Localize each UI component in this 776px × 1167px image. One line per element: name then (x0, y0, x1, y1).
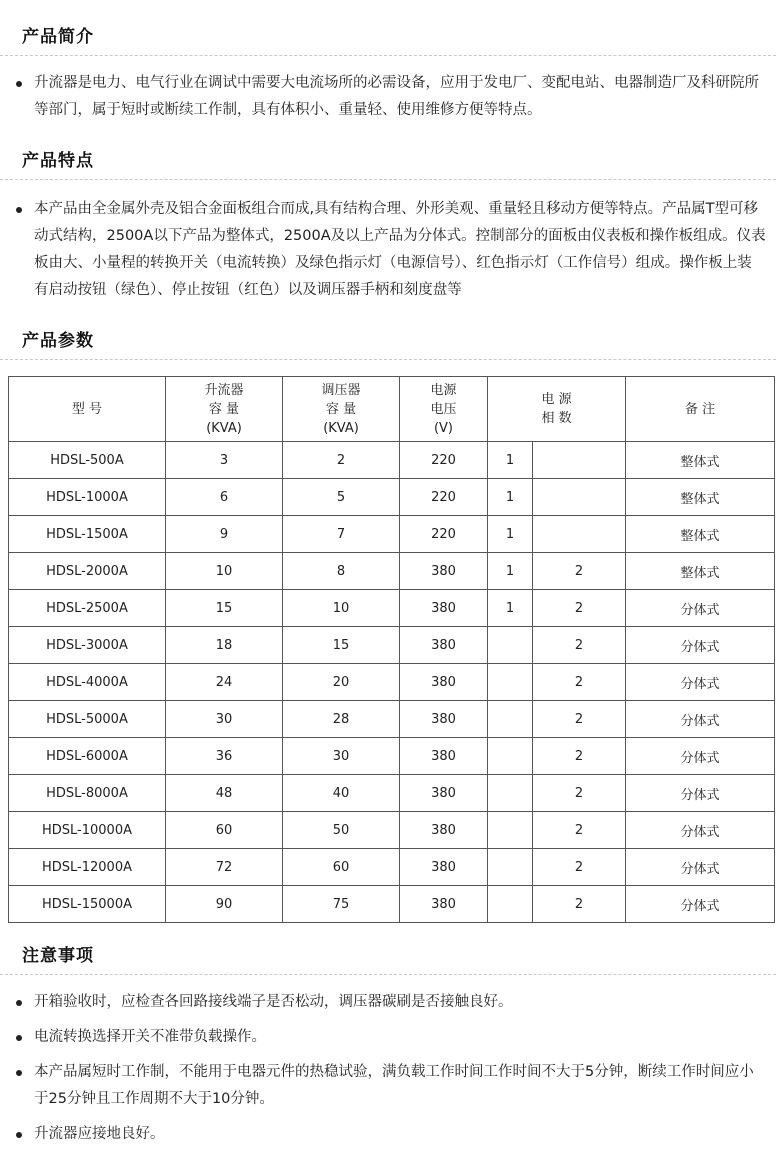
cell-voltage: 380 (400, 590, 488, 627)
cell-note: 分体式 (626, 775, 775, 812)
cell-note: 整体式 (626, 516, 775, 553)
cell-capacity: 60 (166, 812, 283, 849)
cell-capacity: 6 (166, 479, 283, 516)
cell-note: 整体式 (626, 553, 775, 590)
cell-phase-b: 2 (533, 886, 626, 923)
cell-model: HDSL-5000A (9, 701, 166, 738)
cell-note: 分体式 (626, 738, 775, 775)
cell-capacity: 24 (166, 664, 283, 701)
cell-phase-b: 2 (533, 738, 626, 775)
table-row (9, 849, 775, 886)
cell-phase-a (488, 812, 533, 849)
cell-phase-a (488, 849, 533, 886)
intro-list (0, 70, 776, 124)
header-phase: 电 源 相 数 (488, 377, 626, 442)
cell-note: 分体式 (626, 849, 775, 886)
header-current-capacity: 升流器 容 量 (KVA) (166, 377, 283, 442)
notes-title: 注意事项 (22, 946, 94, 966)
notes-header (0, 935, 776, 975)
cell-phase-b: 2 (533, 553, 626, 590)
params-title: 产品参数 (22, 331, 94, 351)
cell-voltage: 380 (400, 812, 488, 849)
params-section (0, 320, 776, 360)
header-note: 备 注 (626, 377, 775, 442)
cell-regulator: 8 (283, 553, 400, 590)
cell-capacity: 3 (166, 442, 283, 479)
cell-model: HDSL-4000A (9, 664, 166, 701)
notes-list (0, 989, 776, 1148)
cell-regulator: 28 (283, 701, 400, 738)
cell-model: HDSL-500A (9, 442, 166, 479)
cell-voltage: 220 (400, 442, 488, 479)
cell-regulator: 60 (283, 849, 400, 886)
cell-model: HDSL-15000A (9, 886, 166, 923)
table-row (9, 479, 775, 516)
cell-voltage: 380 (400, 627, 488, 664)
cell-phase-a (488, 664, 533, 701)
notes-item: 本产品属短时工作制，不能用于电器元件的热稳试验，满负载工作时间工作时间不大于5分钟，断续工作时间应小于25分钟且工作周期不大于10分钟。 (0, 1059, 776, 1113)
cell-note: 整体式 (626, 479, 775, 516)
features-section (0, 140, 776, 304)
cell-phase-b: 2 (533, 812, 626, 849)
header-model: 型 号 (9, 377, 166, 442)
cell-model: HDSL-8000A (9, 775, 166, 812)
table-row (9, 775, 775, 812)
table-row (9, 442, 775, 479)
table-row (9, 886, 775, 923)
cell-model: HDSL-6000A (9, 738, 166, 775)
cell-phase-b: 2 (533, 849, 626, 886)
cell-model: HDSL-3000A (9, 627, 166, 664)
cell-capacity: 90 (166, 886, 283, 923)
cell-phase-b: 2 (533, 664, 626, 701)
notes-item: 电流转换选择开关不准带负载操作。 (0, 1024, 776, 1051)
cell-phase-b (533, 516, 626, 553)
cell-regulator: 5 (283, 479, 400, 516)
intro-section (0, 16, 776, 124)
cell-capacity: 10 (166, 553, 283, 590)
cell-voltage: 220 (400, 516, 488, 553)
cell-note: 分体式 (626, 664, 775, 701)
params-table (8, 376, 775, 923)
features-header (0, 140, 776, 180)
cell-note: 分体式 (626, 701, 775, 738)
cell-phase-a (488, 775, 533, 812)
cell-phase-b: 2 (533, 775, 626, 812)
table-row (9, 553, 775, 590)
cell-note: 整体式 (626, 442, 775, 479)
cell-voltage: 380 (400, 775, 488, 812)
cell-model: HDSL-2000A (9, 553, 166, 590)
cell-voltage: 380 (400, 553, 488, 590)
cell-capacity: 18 (166, 627, 283, 664)
table-row (9, 516, 775, 553)
cell-model: HDSL-12000A (9, 849, 166, 886)
table-row (9, 664, 775, 701)
table-row (9, 701, 775, 738)
cell-capacity: 72 (166, 849, 283, 886)
notes-section (0, 935, 776, 1148)
notes-item: 升流器应接地良好。 (0, 1121, 776, 1148)
features-item: 本产品由全金属外壳及铝合金面板组合而成,具有结构合理、外形美观、重量轻且移动方便等特点。产品属T型可移动式结构，2500A以下产品为整体式，2500A及以上产品为分体式。控制部分的面板由仪表板和操作板组成。仪表板由大、小量程的转换开关（电流转换）及绿色指示灯（电源信号）、红色指示灯（工作信号）组成。操作板上装有启动按钮（绿色）、停止按钮（红色）以及调压器手柄和刻度盘等 (0, 196, 776, 304)
cell-phase-a (488, 701, 533, 738)
cell-regulator: 30 (283, 738, 400, 775)
cell-note: 分体式 (626, 886, 775, 923)
cell-phase-a: 1 (488, 590, 533, 627)
cell-phase-a: 1 (488, 442, 533, 479)
cell-voltage: 220 (400, 479, 488, 516)
cell-phase-a (488, 627, 533, 664)
cell-phase-a: 1 (488, 553, 533, 590)
table-row (9, 738, 775, 775)
cell-regulator: 75 (283, 886, 400, 923)
cell-model: HDSL-10000A (9, 812, 166, 849)
intro-item: 升流器是电力、电气行业在调试中需要大电流场所的必需设备，应用于发电厂、变配电站、电器制造厂及科研院所等部门，属于短时或断续工作制，具有体积小、重量轻、使用维修方便等特点。 (0, 70, 776, 124)
cell-phase-b: 2 (533, 590, 626, 627)
table-row (9, 627, 775, 664)
cell-phase-b (533, 479, 626, 516)
intro-title: 产品简介 (22, 27, 94, 47)
cell-voltage: 380 (400, 701, 488, 738)
cell-voltage: 380 (400, 738, 488, 775)
cell-capacity: 9 (166, 516, 283, 553)
table-row (9, 812, 775, 849)
cell-phase-a (488, 886, 533, 923)
cell-capacity: 36 (166, 738, 283, 775)
params-header (0, 320, 776, 360)
cell-voltage: 380 (400, 849, 488, 886)
cell-regulator: 20 (283, 664, 400, 701)
cell-regulator: 10 (283, 590, 400, 627)
features-list (0, 196, 776, 304)
cell-model: HDSL-2500A (9, 590, 166, 627)
header-voltage: 电源 电压 (V) (400, 377, 488, 442)
header-regulator-capacity: 调压器 容 量 (KVA) (283, 377, 400, 442)
cell-regulator: 2 (283, 442, 400, 479)
cell-phase-b (533, 442, 626, 479)
cell-capacity: 48 (166, 775, 283, 812)
cell-phase-b: 2 (533, 627, 626, 664)
params-header-row (9, 377, 775, 442)
notes-item: 开箱验收时，应检查各回路接线端子是否松动，调压器碳刷是否接触良好。 (0, 989, 776, 1016)
cell-model: HDSL-1500A (9, 516, 166, 553)
cell-voltage: 380 (400, 664, 488, 701)
cell-note: 分体式 (626, 590, 775, 627)
table-row (9, 590, 775, 627)
cell-note: 分体式 (626, 812, 775, 849)
features-title: 产品特点 (22, 151, 94, 171)
cell-capacity: 15 (166, 590, 283, 627)
cell-phase-b: 2 (533, 701, 626, 738)
cell-voltage: 380 (400, 886, 488, 923)
cell-regulator: 15 (283, 627, 400, 664)
cell-phase-a: 1 (488, 479, 533, 516)
cell-note: 分体式 (626, 627, 775, 664)
cell-capacity: 30 (166, 701, 283, 738)
cell-regulator: 7 (283, 516, 400, 553)
cell-regulator: 40 (283, 775, 400, 812)
cell-phase-a (488, 738, 533, 775)
intro-header (0, 16, 776, 56)
cell-model: HDSL-1000A (9, 479, 166, 516)
cell-phase-a: 1 (488, 516, 533, 553)
cell-regulator: 50 (283, 812, 400, 849)
